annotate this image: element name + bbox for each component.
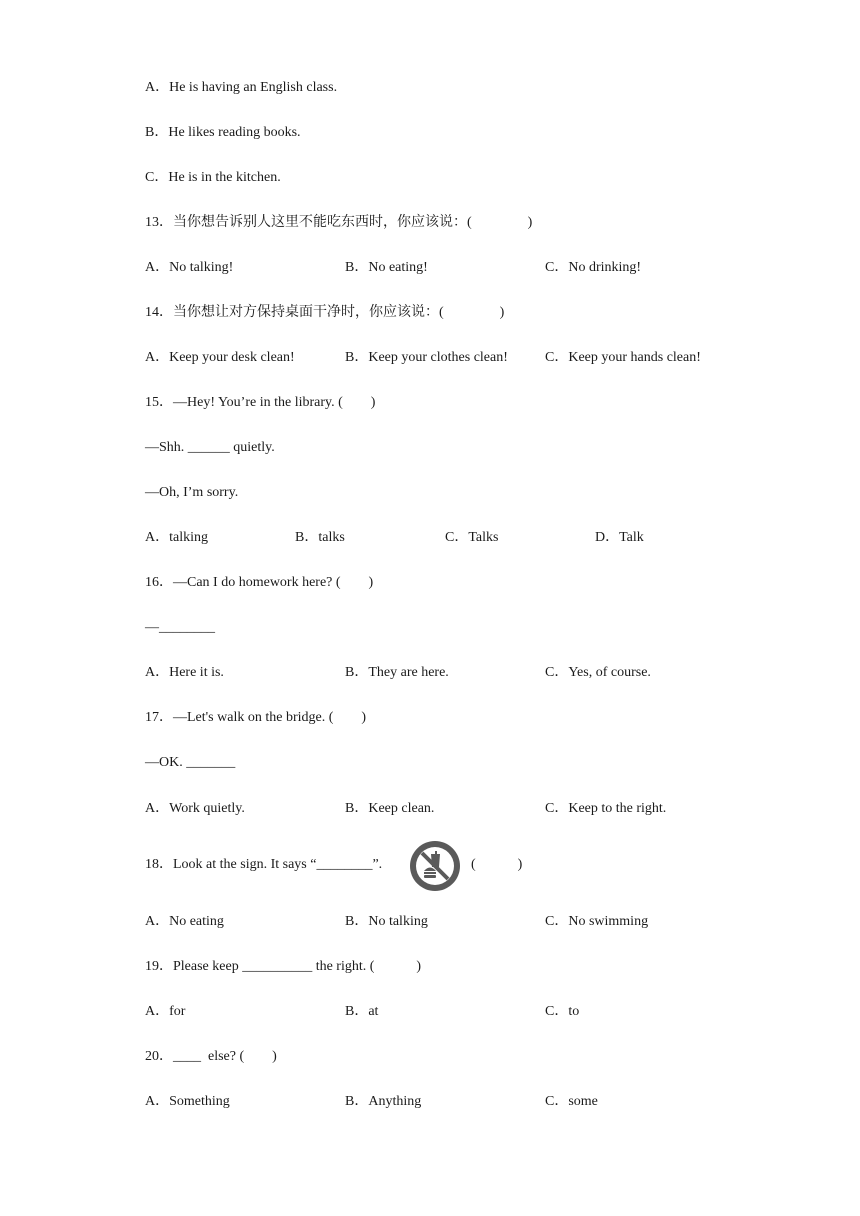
q20-option-c: C．some [545,1094,598,1109]
q14-option-c: C．Keep your hands clean! [545,350,701,365]
q16-question: 16．—Can I do homework here? ( ) [145,575,374,590]
q18-option-c: C．No swimming [545,914,649,929]
q20-question: 20．____ else? ( ) [145,1049,277,1064]
q19-option-b: B．at [345,1004,379,1019]
q16-option-b: B．They are here. [345,665,449,680]
q12-option-b: B．He likes reading books. [145,125,301,140]
q16-option-a: A．Here it is. [145,665,224,680]
q12-option-c: C．He is in the kitchen. [145,170,281,185]
q16-option-c: C．Yes, of course. [545,665,651,680]
q20-option-b: B．Anything [345,1094,422,1109]
q15-option-c: C．Talks [445,530,499,545]
q18-option-a: A．No eating [145,914,224,929]
q19-question: 19．Please keep __________ the right. ( ) [145,959,422,974]
q15-dialogue-line-2: —Shh. ______ quietly. [145,440,275,455]
q18-question: 18．Look at the sign. It says “________”. [145,857,383,872]
q15-option-a: A．talking [145,530,208,545]
q14-question: 14．当你想让对方保持桌面干净时，你应该说：( ) [145,305,505,320]
q17-option-c: C．Keep to the right. [545,801,667,816]
q13-option-b: B．No eating! [345,260,428,275]
q17-question: 17．—Let's walk on the bridge. ( ) [145,710,367,725]
q15-question: 15．—Hey! You’re in the library. ( ) [145,395,376,410]
q15-option-b: B．talks [295,530,345,545]
q18-answer-bracket: ( ) [471,857,523,872]
q17-option-a: A．Work quietly. [145,801,245,816]
q14-option-b: B．Keep your clothes clean! [345,350,508,365]
q14-option-a: A．Keep your desk clean! [145,350,295,365]
q17-dialogue-line-2: —OK. _______ [145,755,236,770]
no-eating-sign-icon [409,840,461,892]
q19-option-a: A．for [145,1004,186,1019]
q16-dialogue-line-2: —________ [145,620,215,635]
q18-option-b: B．No talking [345,914,428,929]
q15-option-d: D．Talk [595,530,644,545]
q13-question: 13．当你想告诉别人这里不能吃东西时，你应该说：( ) [145,215,533,230]
q15-dialogue-line-3: —Oh, I’m sorry. [145,485,239,500]
q13-option-a: A．No talking! [145,260,234,275]
q17-option-b: B．Keep clean. [345,801,435,816]
q19-option-c: C．to [545,1004,580,1019]
q20-option-a: A．Something [145,1094,230,1109]
q12-option-a: A．He is having an English class. [145,80,338,95]
q13-option-c: C．No drinking! [545,260,642,275]
